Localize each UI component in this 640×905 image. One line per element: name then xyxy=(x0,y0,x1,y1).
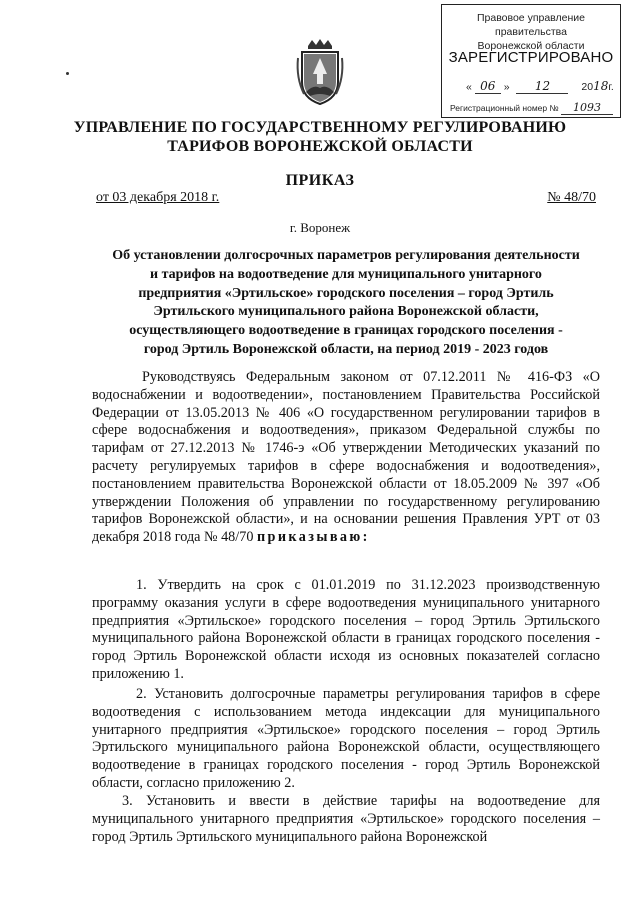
scan-speck xyxy=(66,72,69,75)
order-city: г. Воронеж xyxy=(289,220,351,235)
orders-word: приказываю: xyxy=(256,529,370,546)
order-number: № 48/70 xyxy=(547,190,596,205)
order-date: от 03 декабря 2018 г. xyxy=(96,190,220,205)
stamp-date-month: 12 xyxy=(516,79,568,94)
subject-line-1: Об установлении долгосрочных параметров регулирования деятельности xyxy=(112,248,580,263)
stamp-date-year-suffix: 18 xyxy=(593,79,609,93)
stamp-org-line-2: Воронежской области xyxy=(477,40,585,52)
item-1-paragraph: 1. Утвердить на срок с 01.01.2019 по 31.12.2023 производственную программу оказания услуги в сфере водоотведения муниципального унитарного предприятия «Эртильское» городского поселения – город Эртиль Эртильского муниципального района Воронежской области в границах городского поселения - город Эртиль Воронежской области исходя из основных показателей согласно приложению 1. xyxy=(92,577,600,682)
stamp-date-mid: » xyxy=(503,81,510,93)
subject-line-5: осуществляющего водоотведение в границах городского поселения - xyxy=(129,323,563,339)
stamp-org-line-1: Правовое управление правительства xyxy=(476,12,585,38)
order-title: ПРИКАЗ xyxy=(285,172,355,189)
item-2-paragraph: 2. Установить долгосрочные параметры регулирования тарифов в сфере водоотведения с использованием метода индексации для муниципального унитарного предприятия «Эртильское» городского поселения – город Эртиль Эртильского муниципального района Воронежской области, осуществляющего водоотведение в границах городского поселения - город Эртиль Воронежской области, согласно приложению 2. xyxy=(92,686,600,791)
coat-of-arms-icon xyxy=(294,38,346,108)
stamp-organization xyxy=(442,11,620,53)
stamp-reg-label: Регистрационный номер № xyxy=(450,103,559,113)
subject-line-3: предприятия «Эртильское» городского поселения – город Эртиль xyxy=(138,285,554,301)
registration-stamp xyxy=(441,4,621,118)
subject-line-2: и тарифов на водоотведение для муниципального унитарного xyxy=(150,266,542,282)
stamp-date-open: « xyxy=(466,81,472,93)
subject-line-4: Эртильского муниципального района Воронежской области, xyxy=(153,304,539,320)
stamp-status: ЗАРЕГИСТРИРОВАНО xyxy=(448,49,614,66)
organization-name-line-1: УПРАВЛЕНИЕ ПО ГОСУДАРСТВЕННОМУ РЕГУЛИРОВАНИЮ xyxy=(73,119,567,136)
preamble-paragraph xyxy=(92,369,600,547)
stamp-registration xyxy=(450,101,616,115)
preamble-text: Руководствуясь Федеральным законом от 07.12.2011 № 416-ФЗ «О водоснабжении и водоотведении», постановлением Правительства Российской Федерации от 13.05.2013 № 406 «О государственном регулировании тарифов в сфере водоснабжения и водоотведения», приказом Федеральной службы по тарифам от 27.12.2013 № 1746-э «Об утверждении Методических указаний по расчету регулируемых тарифов в сфере водоснабжения и водоотведения», постановлением правительства Воронежской области от 18.05.2009 № 397 «Об утверждении Положения об управлении по государственному регулированию тарифов Воронежской области», и на основании решения Правления УРТ от 03 декабря 2018 года № 48/70 xyxy=(92,369,600,546)
stamp-date xyxy=(466,79,614,94)
stamp-date-day: 06 xyxy=(475,79,501,94)
stamp-date-year-end: г. xyxy=(608,81,614,93)
stamp-reg-number: 1093 xyxy=(561,101,613,115)
stamp-date-year-prefix: 20 xyxy=(581,81,594,93)
item-3-paragraph: 3. Установить и ввести в действие тарифы на водоотведение для муниципального унитарного предприятия «Эртильское» городского поселения – город Эртиль Эртильского муниципального района Воронежской xyxy=(92,793,600,845)
subject-line-6: город Эртиль Воронежской области, на период 2019 - 2023 годов xyxy=(143,341,549,357)
organization-name-line-2: ТАРИФОВ ВОРОНЕЖСКОЙ ОБЛАСТИ xyxy=(167,138,473,155)
order-subject xyxy=(92,247,600,360)
